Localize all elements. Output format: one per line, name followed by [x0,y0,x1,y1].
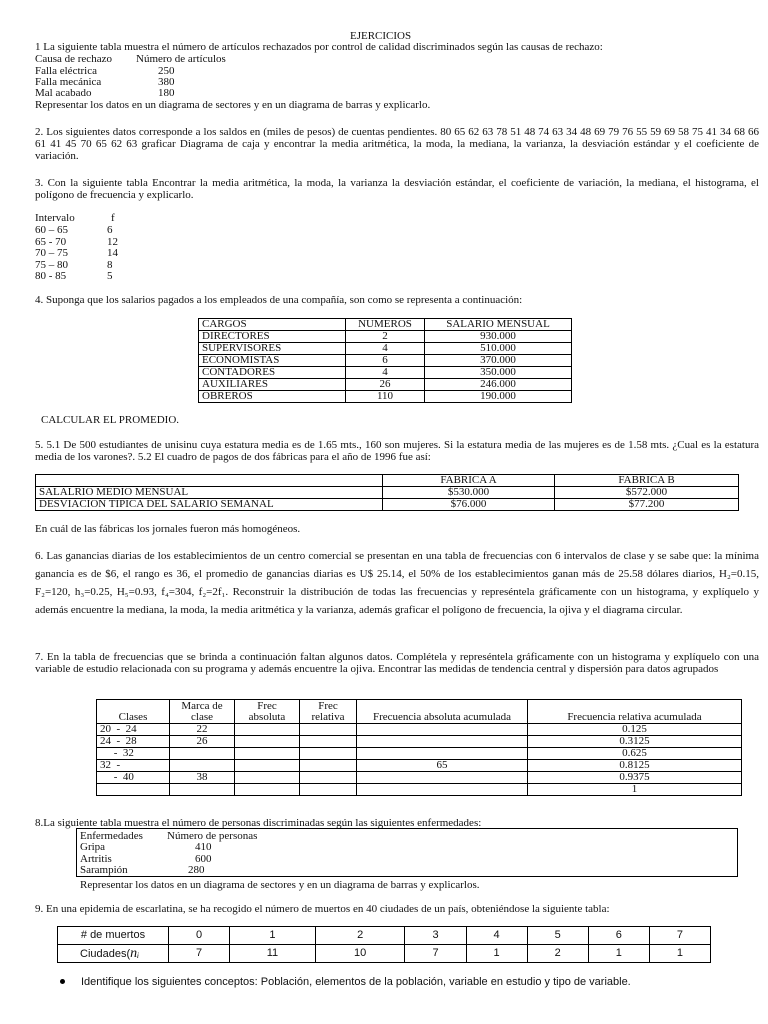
salary-number: 110 [346,391,425,403]
cities-cell: 1 [466,945,527,963]
freq-cell: 38 [170,772,235,784]
freq-cell [235,784,300,796]
factory-header: FABRICA B [555,475,739,487]
salary-amount: 190.000 [425,391,572,403]
factory-a-value: $76.000 [383,499,555,511]
e1-row-value: 180 [158,87,175,99]
table-row [97,760,742,772]
freq-header: Clases [97,700,170,724]
freq-cell [300,736,357,748]
cities-cell: 7 [169,945,230,963]
factory-b-value: $572.000 [555,487,739,499]
factory-label: SALALRIO MEDIO MENSUAL [36,487,383,499]
salary-amount: 246.000 [425,379,572,391]
salary-amount: 370.000 [425,355,572,367]
e3-interval: 70 – 75 [35,247,68,259]
freq-header: Frec relativa [300,700,357,724]
exercise-1-text: 1 La siguiente tabla muestra el número de artículos rechazados por control de calidad discriminados según las causas de rechazo: [35,41,603,53]
salary-cargo: CONTADORES [199,367,346,379]
freq-header: Marca de clase [170,700,235,724]
table-row [199,355,572,367]
factory-a-value: $530.000 [383,487,555,499]
salary-number: 4 [346,343,425,355]
e5-footer: En cuál de las fábricas los jornales fueron más homogéneos. [35,523,301,535]
table-row [36,487,739,499]
salary-header: NUMEROS [346,319,425,331]
exercise-8-text: 8.La siguiente tabla muestra el número de personas discriminadas según las siguientes enfermedades: [35,817,482,829]
e1-header-count: Número de artículos [136,53,226,65]
e3-f: 8 [107,259,113,271]
e8-label: Artritis [80,853,112,865]
freq-cell: 0.3125 [528,736,742,748]
freq-cell [235,724,300,736]
salary-number: 4 [346,367,425,379]
freq-cell [170,784,235,796]
table-row [97,772,742,784]
e8-header-disease: Enfermedades [80,830,143,842]
freq-cell [300,772,357,784]
table-row [199,391,572,403]
e3-header-f: f [111,212,115,224]
exercise-9-text: 9. En una epidemia de escarlatina, se ha recogido el número de muertos en 40 ciudades de un país, obteniéndose la siguiente tabla: [35,903,610,915]
table-row [199,379,572,391]
table-row [199,331,572,343]
freq-cell: - 40 [97,772,170,784]
e3-f: 6 [107,224,113,236]
factory-table [35,474,739,511]
table-row [199,343,572,355]
freq-cell [300,784,357,796]
exercise-2-text: 2. Los siguientes datos corresponde a los saldos en (miles de pesos) de cuentas pendientes. 80 65 62 63 78 51 48 74 63 34 48 69 79 76 55 59 69 58 75 41 34 68 66 61 41 45 70 65 62 63 graficar Diagrama de caja y encontrar la media aritmética, la moda, la mediana, la varianza, la desviación estándar y el coeficiente de variación. [35,126,759,162]
freq-cell: - 32 [97,748,170,760]
e3-interval: 80 - 85 [35,270,67,282]
factory-b-value: $77.200 [555,499,739,511]
freq-header: Frec absoluta [235,700,300,724]
deaths-cell: 3 [405,927,466,945]
freq-cell: 22 [170,724,235,736]
page-title: EJERCICIOS [350,30,412,42]
exercise-6-text: 6. Las ganancias diarias de los establecimientos de un centro comercial se presentan en una tabla de frecuencias con 6 intervalos de clase y se sabe que: la mínima ganancia es de $6, el rango es 36, el promedio de ganancias diarias es U$ 25.14, el 50% de los establecimientos ganan más de 25.58 dólares diarios, H₂=0.15, F₂=120, h₃=0.25, H₅=0.93, f₄=304, f₂=2f₁. Reconstruir la distribución de todas las frecuencias y represéntela gráficamente con un histograma, y explíquelo y además encuentre la mediana, la moda, la media aritmética y la varianza, además graficar el polígono de frecuencia, la ojiva y el diagrama circular. [35,550,759,616]
salary-amount: 930.000 [425,331,572,343]
freq-cell [97,784,170,796]
deaths-cell: 6 [588,927,649,945]
deaths-cell: 4 [466,927,527,945]
salary-header: SALARIO MENSUAL [425,319,572,331]
cities-cell: 1 [649,945,710,963]
deaths-cell: 0 [169,927,230,945]
freq-cell [357,748,528,760]
e3-f: 14 [107,247,118,259]
freq-cell [235,736,300,748]
deaths-cell: 7 [649,927,710,945]
freq-header: Frecuencia absoluta acumulada [357,700,528,724]
salary-cargo: AUXILIARES [199,379,346,391]
deaths-cell: 2 [315,927,405,945]
exercise-3-text: 3. Con la siguiente tabla Encontrar la media aritmética, la moda, la varianza la desviación estándar, el coeficiente de variación, la mediana, el histograma, el polígono de frecuencia y explicarlo. [35,177,759,201]
e9-bullet-text: Identifique los siguientes conceptos: Población, elementos de la población, variable en estudio y tipo de variable. [81,976,631,988]
salary-amount: 350.000 [425,367,572,379]
factory-header: FABRICA A [383,475,555,487]
e1-row-label: Mal acabado [35,87,92,99]
freq-cell [235,760,300,772]
salary-cargo: OBREROS [199,391,346,403]
freq-cell [170,760,235,772]
freq-cell: 65 [357,760,528,772]
bullet-icon [60,979,65,984]
e3-header-interval: Intervalo [35,212,75,224]
table-row [58,945,711,963]
e8-label: Gripa [80,841,106,853]
freq-cell [235,748,300,760]
e8-label: Sarampión [80,864,128,876]
freq-cell [357,736,528,748]
salary-header: CARGOS [199,319,346,331]
freq-cell: 24 - 28 [97,736,170,748]
freq-cell: 1 [528,784,742,796]
cities-row-label: Ciudades(nᵢ [58,945,169,963]
salary-number: 6 [346,355,425,367]
factory-label: DESVIACION TIPICA DEL SALARIO SEMANAL [36,499,383,511]
freq-cell: 20 - 24 [97,724,170,736]
deaths-cell: 5 [527,927,588,945]
e3-interval: 60 – 65 [35,224,68,236]
freq-cell: 32 - [97,760,170,772]
cities-cell: 1 [588,945,649,963]
freq-header: Frecuencia relativa acumulada [528,700,742,724]
freq-cell [235,772,300,784]
e1-footer: Representar los datos en un diagrama de sectores y en un diagrama de barras y explicarlo. [35,99,431,111]
e4-footer: CALCULAR EL PROMEDIO. [41,414,180,426]
e8-footer: Representar los datos en un diagrama de sectores y en un diagrama de barras y explicarlos. [80,879,480,891]
table-row [199,367,572,379]
e8-value: 280 [188,864,205,876]
freq-cell: 0.9375 [528,772,742,784]
salary-cargo: SUPERVISORES [199,343,346,355]
cities-cell: 10 [315,945,405,963]
table-row [58,927,711,945]
freq-cell [170,748,235,760]
e1-header-cause: Causa de rechazo [35,53,112,65]
table-row [36,499,739,511]
exercise-7-text: 7. En la tabla de frecuencias que se brinda a continuación faltan algunos datos. Complétela y represéntela gráficamente con un histograma y explíquelo con una variable de estudio relacionada con su programa y además encuentre la ojiva. Encontrar las medidas de tendencia central y dispersión para datos agrupados [35,651,759,675]
salary-table [198,318,572,403]
deaths-cell: 1 [230,927,316,945]
table-row [97,748,742,760]
deaths-row-label: # de muertos [58,927,169,945]
freq-cell: 0.125 [528,724,742,736]
table-row [97,724,742,736]
e3-f: 5 [107,270,113,282]
e1-row-value: 380 [158,76,175,88]
deaths-table [57,926,711,963]
cities-label-text: Ciudades [80,947,127,960]
ni-symbol: nᵢ [130,945,140,961]
e1-row-label: Falla eléctrica [35,65,97,77]
freq-cell [300,748,357,760]
freq-cell [357,724,528,736]
cities-cell: 2 [527,945,588,963]
e3-interval: 65 - 70 [35,236,67,248]
salary-cargo: ECONOMISTAS [199,355,346,367]
salary-number: 2 [346,331,425,343]
freq-cell [300,760,357,772]
table-row [97,736,742,748]
exercise-5-text: 5. 5.1 De 500 estudiantes de unisinu cuya estatura media es de 1.65 mts., 160 son mujeres. Si la estatura media de las mujeres es de 1.58 mts. ¿Cual es la estatura media de los varones?. 5.2 El cuadro de pagos de dos fábricas para el año de 1996 fue así: [35,439,759,463]
salary-cargo: DIRECTORES [199,331,346,343]
cities-cell: 7 [405,945,466,963]
exercise-4-text: 4. Suponga que los salarios pagados a los empleados de una compañía, son como se representa a continuación: [35,294,523,306]
table-row [97,784,742,796]
e3-f: 12 [107,236,118,248]
factory-header [36,475,383,487]
salary-number: 26 [346,379,425,391]
e8-value: 410 [195,841,212,853]
freq-cell: 0.8125 [528,760,742,772]
e8-value: 600 [195,853,212,865]
cities-cell: 11 [230,945,316,963]
freq-cell: 0.625 [528,748,742,760]
e1-row-label: Falla mecánica [35,76,102,88]
e3-interval: 75 – 80 [35,259,68,271]
salary-amount: 510.000 [425,343,572,355]
freq-cell [300,724,357,736]
freq-cell: 26 [170,736,235,748]
freq-cell [357,784,528,796]
frequency-table [96,699,742,796]
e1-row-value: 250 [158,65,175,77]
freq-cell [357,772,528,784]
e8-header-count: Número de personas [167,830,258,842]
